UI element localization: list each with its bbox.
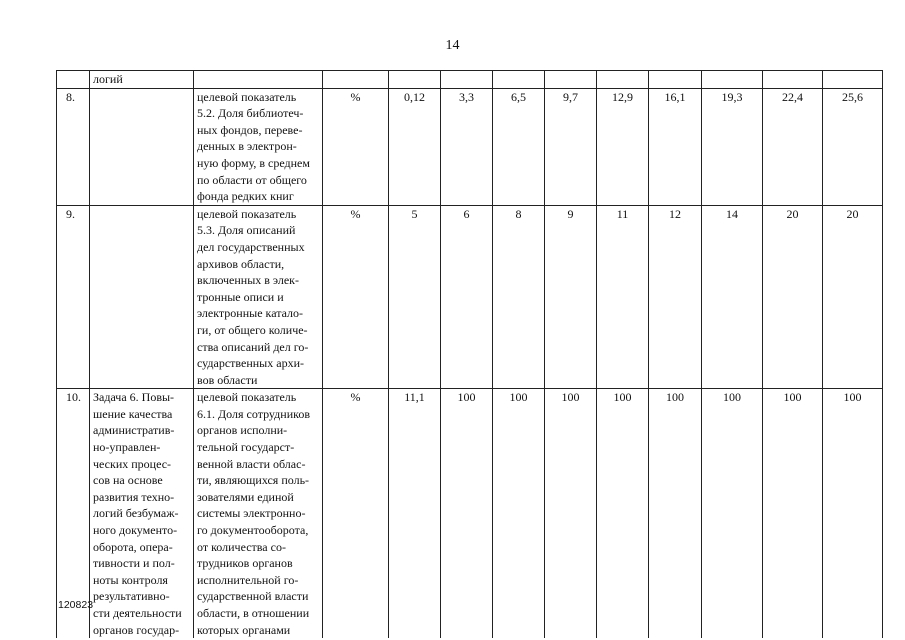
task-cell — [90, 88, 194, 205]
value-cell: 20 — [823, 205, 883, 389]
value-cell — [493, 71, 545, 89]
value-cell: 12 — [649, 205, 702, 389]
indicators-table — [56, 70, 883, 638]
value-cell — [545, 71, 597, 89]
unit-cell: % — [323, 88, 389, 205]
value-cell: 19,3 — [702, 88, 763, 205]
table-row-continuation — [57, 71, 883, 89]
value-cell — [597, 71, 649, 89]
value-cell: 11 — [597, 205, 649, 389]
value-cell — [702, 71, 763, 89]
value-cell: 100 — [545, 389, 597, 638]
task-cell — [90, 205, 194, 389]
value-cell: 14 — [702, 205, 763, 389]
value-cell — [823, 71, 883, 89]
value-cell: 100 — [702, 389, 763, 638]
value-cell: 20 — [763, 205, 823, 389]
value-cell: 6,5 — [493, 88, 545, 205]
value-cell: 16,1 — [649, 88, 702, 205]
value-cell — [441, 71, 493, 89]
value-cell: 100 — [763, 389, 823, 638]
value-cell — [389, 71, 441, 89]
value-cell: 8 — [493, 205, 545, 389]
value-cell: 100 — [649, 389, 702, 638]
value-cell: 0,12 — [389, 88, 441, 205]
value-cell: 11,1 — [389, 389, 441, 638]
value-cell: 12,9 — [597, 88, 649, 205]
value-cell: 9 — [545, 205, 597, 389]
value-cell: 25,6 — [823, 88, 883, 205]
unit-cell — [323, 71, 389, 89]
task-cell: логий — [90, 71, 194, 89]
indicator-cell: целевой показатель 5.3. Доля описаний дел государственных архивов области, включенных в элек- тронные описи и электронные катало- ги, от общего количе- ства описаний дел го- сударственных архи- вов области — [194, 205, 323, 389]
indicator-cell — [194, 71, 323, 89]
value-cell — [649, 71, 702, 89]
value-cell — [763, 71, 823, 89]
value-cell: 100 — [823, 389, 883, 638]
row-num-cell: 9. — [57, 205, 90, 389]
value-cell: 100 — [493, 389, 545, 638]
indicator-cell: целевой показатель 5.2. Доля библиотеч- ных фондов, переве- денных в электрон- ную форму, в среднем по области от общего фонда редких книг — [194, 88, 323, 205]
unit-cell: % — [323, 389, 389, 638]
table-row — [57, 88, 883, 205]
value-cell: 9,7 — [545, 88, 597, 205]
task-cell: Задача 6. Повы- шение качества административ- но-управлен- ческих процес- сов на основе развития техно- логий безбумаж- ного документо- оборота, опера- тивности и пол- ноты контроля результативно- сти деятельности органов государ- — [90, 389, 194, 638]
value-cell: 6 — [441, 205, 493, 389]
value-cell: 22,4 — [763, 88, 823, 205]
footer-code: 120823 — [58, 599, 94, 611]
page-number: 14 — [445, 38, 460, 53]
indicator-cell: целевой показатель 6.1. Доля сотрудников органов исполни- тельной государст- венной власти облас- ти, являющихся поль- зователями единой системы электронно- го документооборота, от количества со- трудников органов исполнительной го- сударственной власти области, в отношении которых органами — [194, 389, 323, 638]
table-row — [57, 389, 883, 638]
row-num-cell: 10. — [57, 389, 90, 638]
row-num-cell — [57, 71, 90, 89]
row-num-cell: 8. — [57, 88, 90, 205]
value-cell: 100 — [597, 389, 649, 638]
value-cell: 100 — [441, 389, 493, 638]
value-cell: 5 — [389, 205, 441, 389]
table-row — [57, 205, 883, 389]
value-cell: 3,3 — [441, 88, 493, 205]
unit-cell: % — [323, 205, 389, 389]
